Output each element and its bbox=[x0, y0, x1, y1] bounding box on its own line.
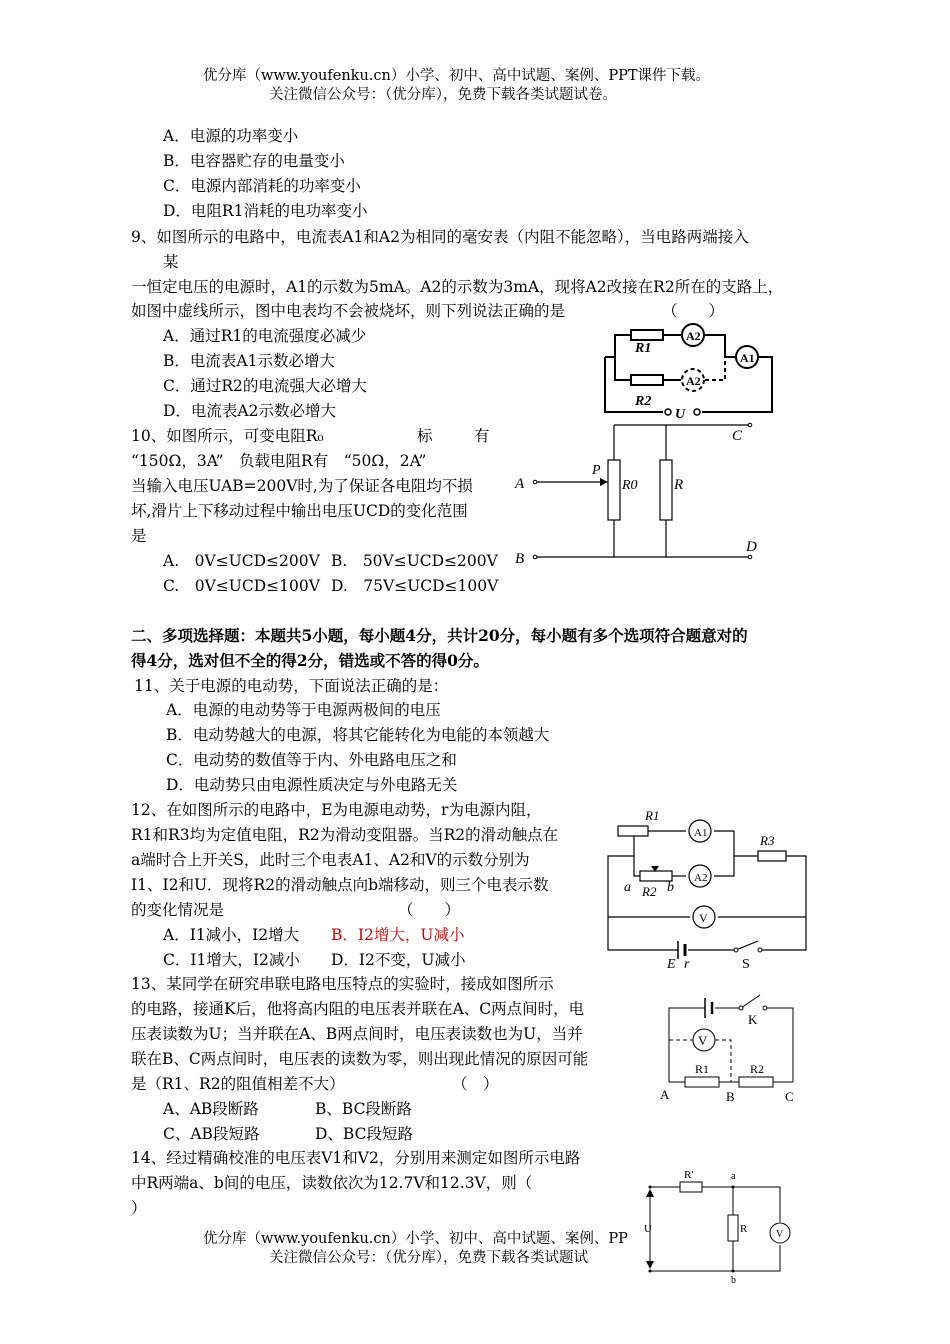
q9-fig-u: U bbox=[675, 407, 686, 422]
q12-option-c: C．I1增大，I2减小 bbox=[163, 951, 300, 969]
q9-option-a: A．通过R1的电流强度必减少 bbox=[163, 327, 367, 345]
q13-fig-v: V bbox=[698, 1033, 708, 1048]
q9-stem-line-1b: 某 bbox=[163, 253, 179, 271]
q13-option-a: A、AB段断路 bbox=[163, 1100, 259, 1118]
q10-circuit-figure bbox=[510, 420, 770, 570]
q9-option-d: D．电流表A2示数必增大 bbox=[163, 402, 336, 420]
q11-option-b: B．电动势越大的电源，将其它能转化为电能的本领越大 bbox=[166, 726, 550, 744]
q12-answer-paren: （ ） bbox=[398, 901, 461, 919]
header-line-2: 关注微信公众号：（优分库），免费下载各类试题试卷。 bbox=[269, 87, 617, 103]
q9-stem-line-2: 一恒定电压的电源时，A1的示数为5mA。A2的示数为3mA，现将A2改接在R2所在的支路上， bbox=[131, 278, 784, 296]
q10-fig-r0: R0 bbox=[622, 478, 638, 493]
q12-fig-a: a bbox=[624, 880, 631, 895]
q13-fig-k: K bbox=[748, 1012, 758, 1027]
q13-circuit-figure bbox=[655, 990, 805, 1105]
q13-option-c: C、AB段短路 bbox=[163, 1125, 260, 1143]
q12-fig-a1: A1 bbox=[694, 827, 708, 839]
q12-circuit-figure bbox=[600, 800, 815, 970]
q12-stem-line-1: 12、在如图所示的电路中，E为电源电动势，r为电源内阻， bbox=[131, 801, 542, 819]
q10-stem-line-3: 当输入电压UAB=200V时,为了保证各电阻均不损 bbox=[131, 477, 473, 495]
q9-option-b: B．电流表A1示数必增大 bbox=[163, 352, 335, 370]
q12-fig-r: r bbox=[684, 957, 690, 972]
q12-fig-r3: R3 bbox=[760, 833, 775, 848]
q8-option-c: C．电源内部消耗的功率变小 bbox=[163, 177, 361, 195]
q8-option-b: B．电容器贮存的电量变小 bbox=[163, 152, 345, 170]
q13-fig-r1: R1 bbox=[695, 1062, 710, 1076]
q10-stem-line-1c: 有 bbox=[474, 427, 490, 445]
q14-fig-a: a bbox=[731, 1171, 736, 1182]
q12-option-a: A．I1减小，I2增大 bbox=[163, 926, 300, 944]
q10-fig-r: R bbox=[674, 477, 684, 493]
q14-circuit-figure bbox=[640, 1165, 800, 1285]
q9-stem-line-1: 9、如图所示的电路中，电流表A1和A2为相同的毫安表（内阻不能忽略），当电路两端接入 bbox=[131, 228, 749, 246]
q11-option-d: D．电动势只由电源性质决定与外电路无关 bbox=[166, 776, 458, 794]
q11-option-c: C．电动势的数值等于内、外电路电压之和 bbox=[166, 751, 457, 769]
q9-fig-a2-dashed: A2 bbox=[686, 374, 701, 388]
q9-circuit-figure bbox=[595, 322, 780, 422]
q12-fig-r1: R1 bbox=[645, 808, 660, 823]
q10-option-c: C. 0V≤UCD≤100V bbox=[163, 577, 320, 595]
q10-stem-line-2: “150Ω，3A” 负载电阻R有 “50Ω，2A” bbox=[131, 452, 427, 470]
q10-fig-c: C bbox=[732, 428, 743, 444]
q12-fig-s: S bbox=[742, 957, 750, 972]
q8-option-a: A．电源的功率变小 bbox=[163, 127, 299, 145]
q14-fig-u: U bbox=[644, 1223, 652, 1235]
q12-stem-line-4: I1、I2和U．现将R2的滑动触点向b端移动，则三个电表示数 bbox=[131, 876, 549, 894]
q9-stem-line-3: 如图中虚线所示，图中电表均不会被烧坏，则下列说法正确的是 bbox=[131, 302, 566, 320]
q13-stem-line-1: 13、某同学在研究串联电路电压特点的实验时，接成如图所示 bbox=[131, 975, 554, 993]
q12-fig-b: b bbox=[667, 880, 674, 895]
q14-stem-line-3: ） bbox=[131, 1199, 147, 1217]
q11-stem: 11、关于电源的电动势，下面说法正确的是： bbox=[134, 677, 449, 695]
q12-fig-v: V bbox=[699, 911, 708, 925]
q14-fig-r: R bbox=[740, 1223, 748, 1235]
q10-stem-line-5: 是 bbox=[131, 527, 147, 545]
q14-fig-b: b bbox=[731, 1275, 736, 1286]
q12-stem-line-2: R1和R3均为定值电阻，R2为滑动变阻器。当R2的滑动触点在 bbox=[131, 826, 559, 844]
q13-stem-line-2: 的电路，接通K后，他将高内阻的电压表并联在A、C两点间时，电 bbox=[131, 1000, 585, 1018]
q10-fig-b: B bbox=[515, 551, 525, 567]
q10-fig-d: D bbox=[746, 539, 757, 555]
q13-answer-paren: （ ） bbox=[452, 1075, 499, 1093]
q9-fig-r1: R1 bbox=[635, 341, 652, 356]
footer-line-1: 优分库（www.youfenku.cn）小学、初中、高中试题、案例、PP bbox=[203, 1231, 628, 1247]
q13-stem-line-4: 联在B、C两点间时，电压表的读数为零，则出现此情况的原因可能 bbox=[131, 1050, 589, 1068]
q13-fig-r2: R2 bbox=[750, 1062, 765, 1076]
q12-option-d: D．I2不变，U减小 bbox=[331, 951, 466, 969]
q12-stem-line-5: 的变化情况是 bbox=[131, 901, 225, 919]
q13-stem-line-5: 是（R1、R2的阻值相差不大） bbox=[131, 1075, 345, 1093]
q14-stem-line-2: 中R两端a、b间的电压，读数依次为12.7V和12.3V，则（ bbox=[131, 1174, 533, 1192]
q10-option-a: A. 0V≤UCD≤200V bbox=[163, 552, 320, 570]
section2-heading-line-2: 得4分，选对但不全的得2分，错选或不答的得0分。 bbox=[131, 651, 489, 670]
q13-option-d: D、BC段短路 bbox=[315, 1125, 413, 1143]
section2-heading-line-1: 二、多项选择题：本题共5小题，每小题4分，共计20分，每小题有多个选项符合题意对的 bbox=[131, 626, 748, 645]
q10-fig-a: A bbox=[515, 476, 525, 492]
q13-option-b: B、BC段断路 bbox=[315, 1100, 412, 1118]
q9-option-c: C．通过R2的电流强大必增大 bbox=[163, 377, 367, 395]
q13-fig-a: A bbox=[660, 1087, 670, 1102]
q12-fig-a2: A2 bbox=[694, 872, 708, 884]
footer-line-2: 关注微信公众号：（优分库），免费下载各类试题试 bbox=[269, 1250, 588, 1266]
q14-fig-rp: R′ bbox=[684, 1169, 694, 1181]
q13-fig-c: C bbox=[785, 1089, 794, 1104]
q10-stem-line-4: 坏,滑片上下移动过程中输出电压UCD的变化范围 bbox=[131, 502, 468, 520]
header-line-1: 优分库（www.youfenku.cn）小学、初中、高中试题、案例、PPT课件下载。 bbox=[203, 68, 711, 84]
q9-fig-a1: A1 bbox=[740, 351, 755, 365]
q12-option-b: B．I2增大，U减小 bbox=[331, 926, 465, 944]
q10-stem-line-1b: 标 bbox=[417, 427, 433, 445]
q9-fig-a2: A2 bbox=[686, 329, 701, 343]
q12-stem-line-3: a端时合上开关S，此时三个电表A1、A2和V的示数分别为 bbox=[131, 851, 530, 869]
q10-stem-line-1a: 10、如图所示，可变电阻R₀ bbox=[131, 427, 324, 445]
q11-option-a: A．电源的电动势等于电源两极间的电压 bbox=[166, 701, 441, 719]
q10-option-b: B. 50V≤UCD≤200V bbox=[331, 552, 498, 570]
q14-fig-v: V bbox=[776, 1229, 784, 1240]
q8-option-d: D．电阻R1消耗的电功率变小 bbox=[163, 202, 368, 220]
q12-fig-r2: R2 bbox=[642, 884, 657, 899]
q10-fig-p: P bbox=[592, 463, 601, 478]
q14-stem-line-1: 14、经过精确校准的电压表V1和V2，分别用来测定如图所示电路 bbox=[131, 1149, 581, 1167]
q10-option-d: D. 75V≤UCD≤100V bbox=[331, 577, 499, 595]
q9-fig-r2: R2 bbox=[635, 394, 652, 409]
q9-answer-paren: （ ） bbox=[662, 302, 725, 320]
q12-fig-e: E bbox=[667, 957, 676, 972]
q13-fig-b: B bbox=[726, 1089, 735, 1104]
q13-stem-line-3: 压表读数为U；当并联在A、B两点间时，电压表读数也为U，当并 bbox=[131, 1025, 583, 1043]
